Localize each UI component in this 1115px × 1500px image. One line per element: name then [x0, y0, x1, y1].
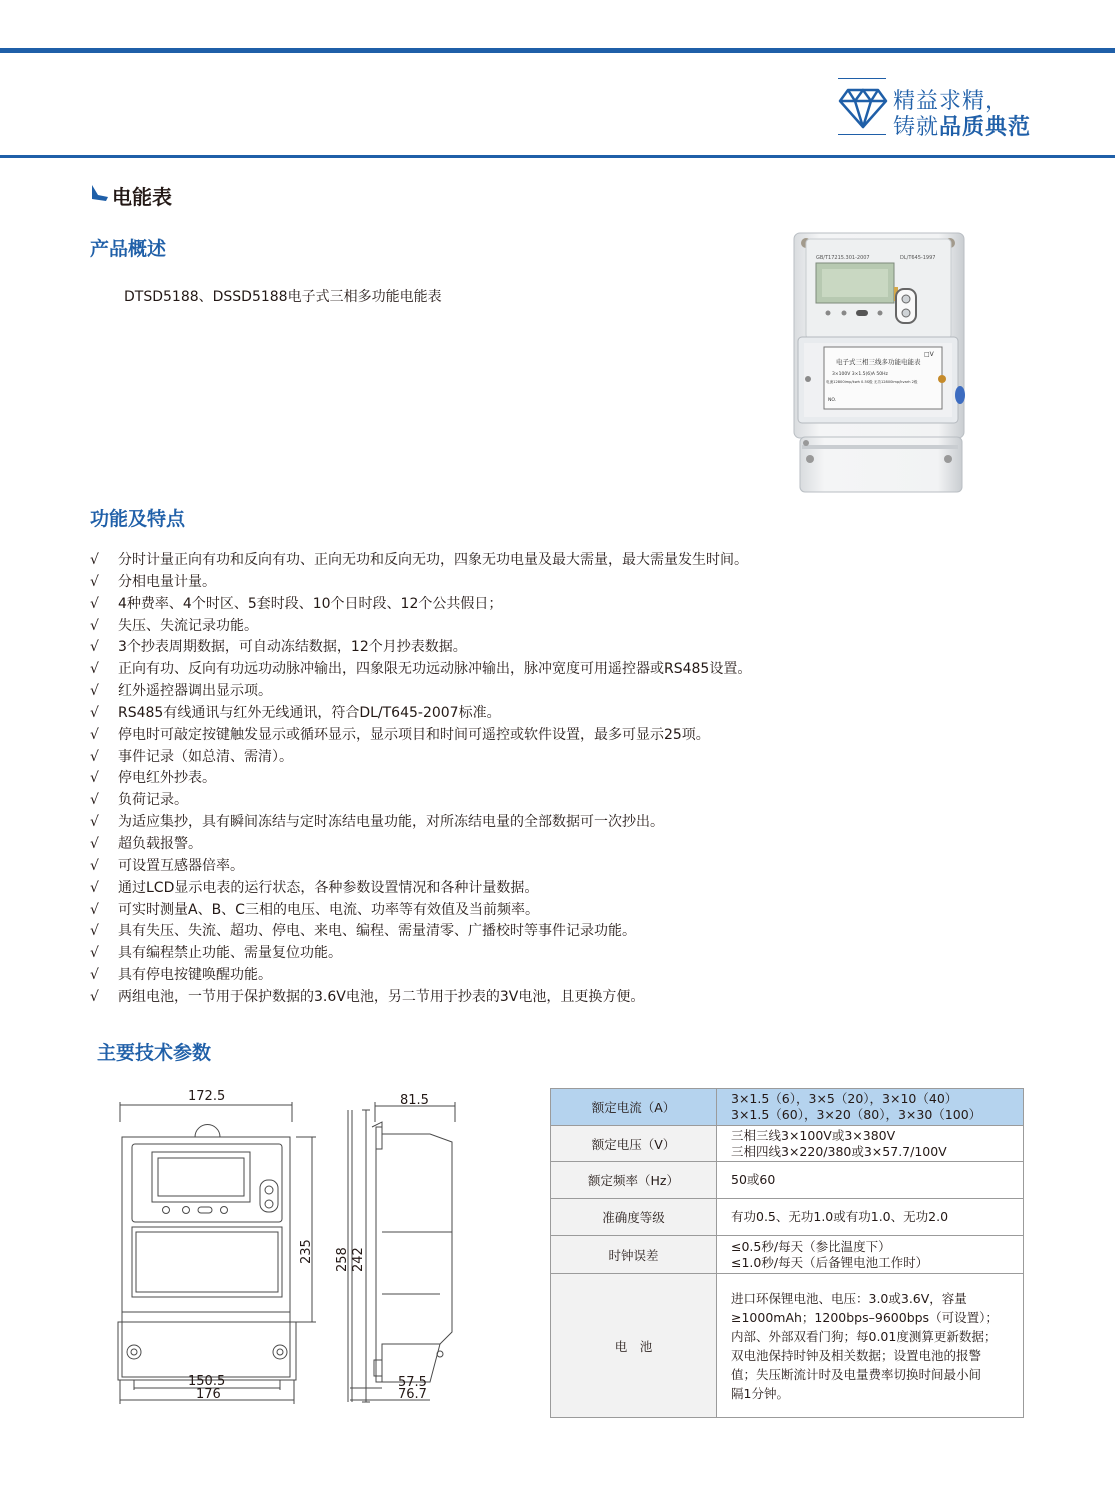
- params-key: 电 池: [551, 1274, 717, 1418]
- check-icon: √: [90, 595, 99, 612]
- feature-item: [90, 965, 751, 987]
- params-value-line: 3×1.5（60），3×20（80），3×30（100）: [731, 1107, 982, 1122]
- check-icon: √: [90, 901, 99, 918]
- params-value: [717, 1162, 1024, 1199]
- feature-item: [90, 572, 751, 594]
- params-value: [717, 1274, 1024, 1418]
- params-key: 额定电流（A）: [551, 1089, 717, 1126]
- feature-text: 超负载报警。: [118, 835, 202, 852]
- diamond-icon: [838, 86, 888, 130]
- feature-item: [90, 812, 751, 834]
- check-icon: √: [90, 835, 99, 852]
- dim-side-depth: 81.5: [400, 1093, 429, 1108]
- dim-side-bottom-outer: 76.7: [398, 1387, 427, 1402]
- check-icon: √: [90, 923, 99, 940]
- params-value-line: 双电池保持时钟及相关数据；设置电池的报警: [731, 1347, 982, 1363]
- check-icon: √: [90, 967, 99, 984]
- params-key: 时钟误差: [551, 1236, 717, 1274]
- slogan-line-1: 精益求精，: [893, 89, 1009, 114]
- feature-text: 分时计量正向有功和反向有功、正向无功和反向无功，四象无功电量及最大需量，最大需量发生时间。: [118, 552, 748, 568]
- meter-nameplate-line2: 电流12800imp/kwh 0.5S级 无功12800imp/kvarh 2级: [826, 380, 918, 384]
- params-value-line: 3×1.5（6），3×5（20），3×10（40）: [731, 1091, 958, 1106]
- meter-top-label-right: DL/T645-1997: [900, 255, 936, 261]
- params-value-line: 50或60: [731, 1172, 776, 1187]
- dimension-drawing: [100, 1082, 500, 1412]
- feature-item: [90, 637, 751, 659]
- check-icon: √: [90, 683, 99, 700]
- check-icon: √: [90, 770, 99, 787]
- feature-text: 红外遥控器调出显示项。: [118, 683, 272, 700]
- check-icon: √: [90, 704, 99, 721]
- dim-front-width: 172.5: [188, 1089, 226, 1104]
- params-value-line: ≤0.5秒/每天（参比温度下）: [731, 1238, 891, 1254]
- dim-side-height-inner: 242: [351, 1247, 366, 1272]
- feature-item: [90, 878, 751, 900]
- feature-text: 两组电池，一节用于保护数据的3.6V电池，另二节用于抄表的3V电池，且更换方便。: [118, 988, 645, 1005]
- params-row: [551, 1236, 1024, 1274]
- check-icon: √: [90, 726, 99, 743]
- feature-text: 分相电量计量。: [118, 573, 216, 590]
- dim-front-bottom-inner: 150.5: [188, 1374, 226, 1389]
- feature-item: [90, 725, 751, 747]
- feature-item: [90, 616, 751, 638]
- check-icon: √: [90, 988, 99, 1005]
- check-icon: √: [90, 617, 99, 634]
- params-value-line: 值；失压断流计时及电量费率切换时间最小间: [731, 1366, 982, 1382]
- meter-nameplate-line1: 3×100V 3×1.5(6)A 50Hz: [832, 372, 888, 377]
- slogan-bold: 品质典范: [939, 115, 1032, 140]
- params-value-line: 进口环保锂电池、电压：3.0或3.6V，容量: [731, 1290, 967, 1306]
- feature-text: 事件记录（如总清、需清）。: [118, 748, 293, 765]
- check-icon: √: [90, 792, 99, 809]
- feature-item: [90, 834, 751, 856]
- check-icon: √: [90, 573, 99, 590]
- feature-text: 停电红外抄表。: [118, 770, 216, 787]
- feature-text: 可设置互感器倍率。: [118, 857, 244, 874]
- meter-nameplate-title: 电子式三相三线多功能电能表: [836, 358, 921, 366]
- params-row: [551, 1274, 1024, 1418]
- params-value-line: ≥1000mAh；1200bps–9600bps（可设置）；: [731, 1309, 998, 1325]
- params-heading: 主要技术参数: [97, 1042, 212, 1064]
- params-row: [551, 1126, 1024, 1162]
- feature-text: 停电时可敲定按键触发显示或循环显示，显示项目和时间可遥控或软件设置，最多可显示25项。: [118, 726, 710, 743]
- feature-item: [90, 681, 751, 703]
- dim-side-height-outer: 258: [335, 1247, 350, 1272]
- feature-text: 4种费率、4个时区、5套时段、10个日时段、12个公共假日；: [118, 595, 503, 612]
- feature-item: [90, 659, 751, 681]
- params-key: 额定频率（Hz）: [551, 1162, 717, 1199]
- category-title: 电能表: [112, 185, 172, 209]
- feature-item: [90, 747, 751, 769]
- category-bullet-icon: [88, 183, 110, 203]
- feature-text: 具有停电按键唤醒功能。: [118, 967, 272, 984]
- feature-item: [90, 987, 751, 1009]
- meter-top-label-left: GB/T17215.301-2007: [816, 255, 870, 261]
- params-value-line: 隔1分钟。: [731, 1385, 789, 1401]
- feature-item: [90, 703, 751, 725]
- check-icon: √: [90, 639, 99, 656]
- feature-text: 可实时测量A、B、C三相的电压、电流、功率等有效值及当前频率。: [118, 901, 539, 918]
- params-row: [551, 1089, 1024, 1126]
- params-key: 准确度等级: [551, 1199, 717, 1236]
- feature-item: [90, 856, 751, 878]
- meter-nameplate-mark: □V: [924, 351, 934, 358]
- feature-item: [90, 594, 751, 616]
- params-row: [551, 1199, 1024, 1236]
- params-value-line: ≤1.0秒/每天（后备锂电池工作时）: [731, 1254, 929, 1270]
- header-bottom-rule: [0, 155, 1115, 158]
- check-icon: √: [90, 857, 99, 874]
- feature-text: 为适应集抄，具有瞬间冻结与定时冻结电量功能，对所冻结电量的全部数据可一次抄出。: [118, 814, 664, 831]
- params-table: [550, 1088, 1024, 1418]
- params-value-line: 内部、外部双看门狗；每0.01度测算更新数据；: [731, 1328, 997, 1344]
- dim-side-bottom-inner: 57.5: [398, 1375, 427, 1390]
- params-value-line: 有功0.5、无功1.0或有功1.0、无功2.0: [731, 1209, 949, 1224]
- slogan-line-2: [893, 110, 1031, 141]
- params-value: [717, 1126, 1024, 1162]
- product-model: DTSD5188、DSSD5188电子式三相多功能电能表: [124, 289, 442, 305]
- features-heading: 功能及特点: [90, 508, 186, 530]
- meter-nameplate-no: NO.: [828, 398, 837, 403]
- dim-front-bottom-outer: 176: [196, 1387, 221, 1402]
- feature-item: [90, 550, 751, 572]
- feature-list: [90, 550, 751, 1009]
- feature-text: 具有编程禁止功能、需量复位功能。: [118, 945, 342, 962]
- check-icon: √: [90, 814, 99, 831]
- feature-text: 正向有功、反向有功远功动脉冲输出，四象限无功远动脉冲输出，脉冲宽度可用遥控器或RS485设置。: [118, 661, 752, 678]
- params-value: [717, 1236, 1024, 1274]
- header-top-rule: [0, 48, 1115, 53]
- meter-photo: [780, 225, 972, 500]
- params-value-line: 三相三线3×100V或3×380V: [731, 1127, 896, 1143]
- feature-item: [90, 790, 751, 812]
- feature-item: [90, 943, 751, 965]
- params-value-line: 三相四线3×220/380或3×57.7/100V: [731, 1143, 947, 1159]
- params-value: [717, 1199, 1024, 1236]
- check-icon: √: [90, 945, 99, 962]
- params-value: [717, 1089, 1024, 1126]
- slogan-prefix: 铸就: [893, 115, 940, 140]
- feature-text: 3个抄表周期数据，可自动冻结数据，12个月抄表数据。: [118, 639, 467, 656]
- brand-divider-top: [838, 78, 886, 79]
- check-icon: √: [90, 879, 99, 896]
- feature-text: RS485有线通讯与红外无线通讯，符合DL/T645-2007标准。: [118, 704, 501, 721]
- feature-item: [90, 921, 751, 943]
- feature-text: 负荷记录。: [118, 792, 188, 809]
- params-row: [551, 1162, 1024, 1199]
- check-icon: √: [90, 661, 99, 678]
- feature-text: 失压、失流记录功能。: [118, 617, 258, 634]
- feature-text: 具有失压、失流、超功、停电、来电、编程、需量清零、广播校时等事件记录功能。: [118, 923, 636, 940]
- feature-item: [90, 768, 751, 790]
- feature-item: [90, 900, 751, 922]
- dim-front-height: 235: [299, 1239, 314, 1264]
- check-icon: √: [90, 748, 99, 765]
- brand-divider-bottom: [838, 134, 886, 135]
- feature-text: 通过LCD显示电表的运行状态，各种参数设置情况和各种计量数据。: [118, 879, 539, 896]
- overview-heading: 产品概述: [90, 238, 167, 260]
- check-icon: √: [90, 552, 99, 568]
- params-key: 额定电压（V）: [551, 1126, 717, 1162]
